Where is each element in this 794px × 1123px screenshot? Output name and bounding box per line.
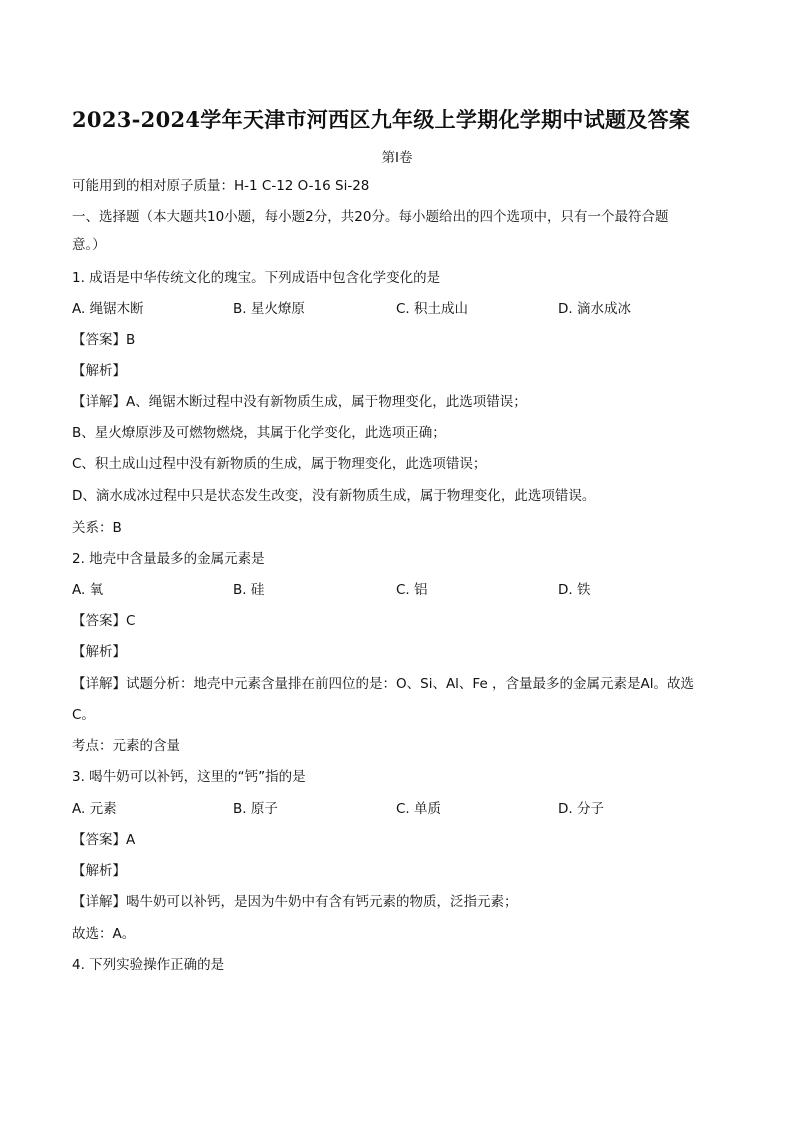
question-2-option-a: A. 氧 xyxy=(72,582,104,598)
question-1-option-b: B. 星火燎原 xyxy=(233,301,305,317)
question-2-option-d: D. 铁 xyxy=(558,582,591,598)
question-1-detail-1: 【详解】A、绳锯木断过程中没有新物质生成，属于物理变化，此选项错误； xyxy=(72,394,527,410)
question-1-option-d: D. 滴水成冰 xyxy=(558,301,631,317)
question-3-note: 故选：A。 xyxy=(72,926,136,942)
document-title: 2023-2024学年天津市河西区九年级上学期化学期中试题及答案 xyxy=(72,107,691,132)
volume-label: 第Ⅰ卷 xyxy=(381,150,413,166)
question-2-detail-2: C。 xyxy=(72,707,95,723)
question-3-answer: 【答案】A xyxy=(72,832,136,848)
question-1-note: 关系：B xyxy=(72,520,122,536)
section-heading: 一、选择题（本大题共10小题，每小题2分，共20分。每小题给出的四个选项中，只有一个最符合题 xyxy=(72,209,669,225)
question-2-detail-1: 【详解】试题分析：地壳中元素含量排在前四位的是：O、Si、Al、Fe ，含量最多的金属元素是Al。故选 xyxy=(72,676,695,692)
question-1-analysis-label: 【解析】 xyxy=(72,363,126,379)
question-1-detail-4: D、滴水成冰过程中只是状态发生改变，没有新物质生成，属于物理变化，此选项错误。 xyxy=(72,488,596,504)
question-1-answer: 【答案】B xyxy=(72,332,136,348)
question-1-detail-3: C、积土成山过程中没有新物质的生成，属于物理变化，此选项错误； xyxy=(72,456,487,472)
question-1-detail-2: B、星火燎原涉及可燃物燃烧，其属于化学变化，此选项正确； xyxy=(72,425,446,441)
question-1-stem: 1. 成语是中华传统文化的瑰宝。下列成语中包含化学变化的是 xyxy=(72,270,441,286)
question-1-option-c: C. 积土成山 xyxy=(396,301,469,317)
question-3-option-a: A. 元素 xyxy=(72,801,117,817)
question-1-option-a: A. 绳锯木断 xyxy=(72,301,144,317)
question-2-stem: 2. 地壳中含量最多的金属元素是 xyxy=(72,551,265,567)
question-3-stem: 3. 喝牛奶可以补钙，这里的“钙”指的是 xyxy=(72,769,306,785)
atomic-mass-line: 可能用到的相对原子质量：H-1 C-12 O-16 Si-28 xyxy=(72,178,370,194)
question-2-answer: 【答案】C xyxy=(72,613,136,629)
question-3-option-d: D. 分子 xyxy=(558,801,604,817)
question-3-analysis-label: 【解析】 xyxy=(72,863,126,879)
question-3-detail-1: 【详解】喝牛奶可以补钙，是因为牛奶中有含有钙元素的物质，泛指元素； xyxy=(72,894,518,910)
question-3-option-c: C. 单质 xyxy=(396,801,442,817)
question-2-note: 考点：元素的含量 xyxy=(72,738,180,754)
section-heading-cont: 意。） xyxy=(72,237,106,253)
question-2-option-c: C. 铝 xyxy=(396,582,428,598)
question-2-option-b: B. 硅 xyxy=(233,582,265,598)
question-2-analysis-label: 【解析】 xyxy=(72,644,126,660)
question-4-stem: 4. 下列实验操作正确的是 xyxy=(72,957,225,973)
question-3-option-b: B. 原子 xyxy=(233,801,278,817)
